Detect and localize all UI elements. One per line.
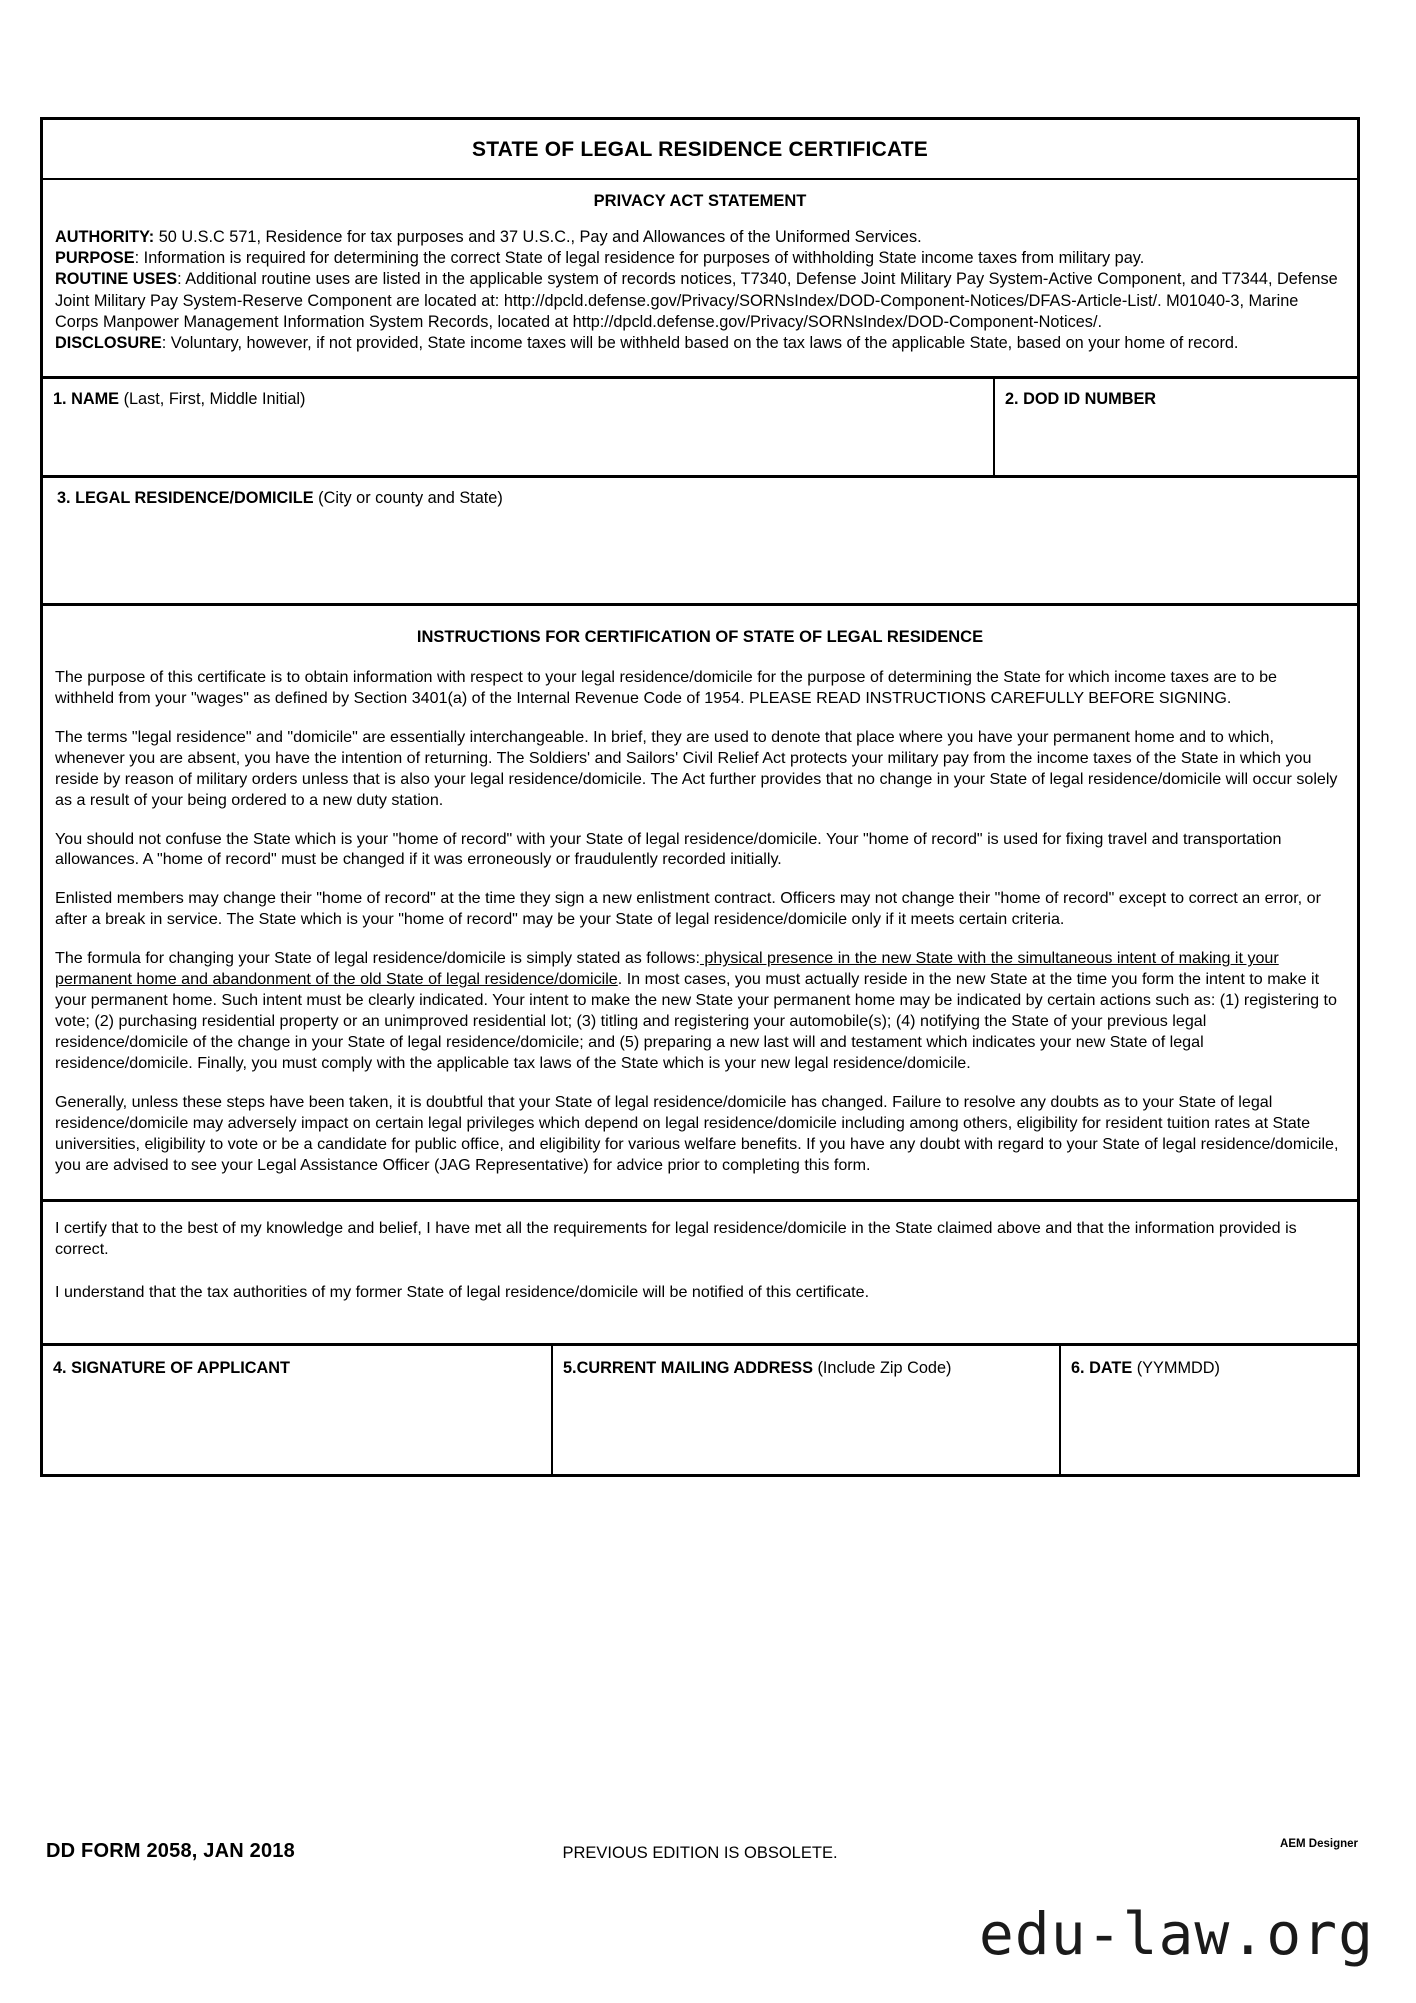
domicile-row [43, 478, 1357, 606]
purpose-text: : Information is required for determining the correct State of legal residence for purposes of withholding State income taxes from military pay. [134, 249, 1145, 268]
previous-edition-notice: PREVIOUS EDITION IS OBSOLETE. [562, 1844, 838, 1862]
dodid-field-label [995, 379, 1357, 409]
instructions-paragraph: Generally, unless these steps have been taken, it is doubtful that your State of legal residence/domicile has changed. Failure to resolve any doubts as to your State of legal residence/domicile may adversely impact on certain legal privileges which depend on legal residence/domicile including among others, eligibility for resident tuition rates at State universities, eligibility to vote or be a candidate for public office, and eligibility for various welfare benefits. If you have any doubt with regard to your State of legal residence/domicile, you are advised to see your Legal Assistance Officer (JAG Representative) for advice prior to completing this form. [55, 1092, 1339, 1174]
instructions-paragraph: The purpose of this certificate is to obtain information with respect to your legal residence/domicile for the purpose of determining the State for which income taxes are to be withheld from your "wages" as defined by Section 3401(a) of the Internal Revenue Code of 1954. PLEASE READ INSTRUCTIONS CAREFULLY BEFORE SIGNING. [55, 668, 1277, 707]
privacy-act-body [43, 227, 1357, 354]
disclosure-text: : Voluntary, however, if not provided, State income taxes will be withheld based on the tax laws of the applicable State, based on your home of record. [161, 333, 1239, 352]
privacy-act-heading: PRIVACY ACT STATEMENT [593, 192, 807, 210]
mailing-address-field-number: 5.CURRENT MAILING ADDRESS [563, 1359, 813, 1378]
form-identifier: DD FORM 2058, JAN 2018 [46, 1840, 295, 1862]
domicile-field-number: 3. LEGAL RESIDENCE/DOMICILE [57, 489, 314, 508]
form-footer [40, 1838, 1360, 1874]
instructions-paragraph: Enlisted members may change their "home of record" at the time they sign a new enlistment contract. Officers may not change their "home of record" except to correct an error, or after a break in service. The State which is your "home of record" may be your State of legal residence/domicile only if it meets certain criteria. [55, 889, 1321, 929]
routine-uses-text: : Additional routine uses are listed in the applicable system of records notices, T7340, Defense Joint Military Pay System-Active Component, and T7344, Defense Joint Military Pay System-Reserve Component are located at: http://dpcld.defense.gov/Privacy/SORNsIndex/DOD-Component-Notices/DFAS-Article-List/. M01040-3, Marine Corps Manpower Management Information System Records, located at http://dpcld.defense.gov/Privacy/SORNsIndex/DOD-Component-Notices/. [55, 270, 1338, 331]
mailing-address-field-cell[interactable] [551, 1346, 1059, 1474]
signature-field-label [43, 1346, 551, 1378]
instructions-paragraph: The terms "legal residence" and "domicile" are essentially interchangeable. In brief, they are used to denote that place where you have your permanent home and to which, whenever you are absent, you have the intention of returning. The Soldiers' and Sailors' Civil Relief Act protects your military pay from the income taxes of the State in which you reside by reason of military orders unless that is also your legal residence/domicile. The Act further provides that no change in your State of legal residence/domicile will occur solely as a result of your being ordered to a new duty station. [55, 727, 1338, 809]
instructions-body [43, 667, 1357, 1175]
certification-section [43, 1202, 1357, 1346]
authority-text: 50 U.S.C 571, Residence for tax purposes and 37 U.S.C., Pay and Allowances of the Uniformed Services. [154, 228, 922, 246]
formula-intro-text: The formula for changing your State of legal residence/domicile is simply stated as follows: [55, 949, 700, 968]
mailing-address-field-hint: (Include Zip Code) [812, 1359, 952, 1378]
purpose-label: PURPOSE [55, 249, 135, 268]
dodid-field-cell[interactable] [993, 379, 1357, 475]
name-dodid-row [43, 379, 1357, 478]
certification-paragraph-1: I certify that to the best of my knowledge and belief, I have met all the requirements for legal residence/domicile in the State claimed above and that the information provided is correct. [55, 1219, 1297, 1259]
signature-row [43, 1346, 1357, 1474]
signature-field-cell[interactable] [43, 1346, 551, 1474]
disclosure-label: DISCLOSURE [55, 333, 162, 352]
date-field-hint: (YYMMDD) [1132, 1359, 1220, 1378]
privacy-act-section [43, 180, 1357, 379]
instructions-section [43, 606, 1357, 1202]
dodid-field-number: 2. DOD ID NUMBER [1005, 390, 1157, 409]
privacy-routine-uses-paragraph [55, 269, 1343, 333]
privacy-authority-paragraph [55, 227, 1343, 248]
authority-label: AUTHORITY: [55, 228, 155, 246]
privacy-purpose-paragraph [55, 248, 1343, 269]
name-field-label [43, 379, 993, 409]
routine-uses-label: ROUTINE USES [55, 270, 178, 289]
formula-underlined-text: physical presence in the new State with the simultaneous intent of making it your permanent home and abandonment of the old State of legal residence/domicile [55, 949, 1279, 989]
instructions-heading: INSTRUCTIONS FOR CERTIFICATION OF STATE OF LEGAL RESIDENCE [416, 628, 984, 647]
date-field-number: 6. DATE [1071, 1359, 1133, 1378]
mailing-address-field-label [553, 1346, 1059, 1378]
page-title: STATE OF LEGAL RESIDENCE CERTIFICATE [43, 120, 1357, 180]
name-field-hint: (Last, First, Middle Initial) [119, 390, 306, 409]
name-field-number: 1. NAME [53, 390, 120, 409]
name-field-cell[interactable] [43, 379, 993, 475]
certification-paragraph-2: I understand that the tax authorities of my former State of legal residence/domicile will be notified of this certificate. [55, 1283, 870, 1302]
instructions-formula-paragraph [55, 948, 1340, 1074]
site-watermark: edu-law.org [978, 1900, 1374, 1968]
date-field-cell[interactable] [1059, 1346, 1357, 1474]
aem-designer-label: AEM Designer [1280, 1838, 1358, 1850]
instructions-paragraph: You should not confuse the State which is your "home of record" with your State of legal residence/domicile. Your "home of record" is used for fixing travel and transportation allowances. A "home of record" must be changed if it was erroneously or fraudulently recorded initially. [55, 829, 1282, 869]
signature-field-number: 4. SIGNATURE OF APPLICANT [53, 1359, 290, 1378]
privacy-disclosure-paragraph [55, 333, 1343, 354]
domicile-field-cell[interactable] [43, 478, 1357, 603]
formula-rest-text: . In most cases, you must actually reside in the new State at the time you form the intent to make it your permanent home. Such intent must be clearly indicated. Your intent to make the new State your permanent home may be indicated by certain actions such as: (1) registering to vote; (2) purchasing residential property or an unimproved residential lot; (3) titling and registering your automobile(s); (4) notifying the State of your previous legal residence/domicile of the change in your State of legal residence/domicile; and (5) preparing a new last will and testament which indicates your new State of legal residence/domicile. Finally, you must comply with the applicable tax laws of the State which is your new legal residence/domicile. [55, 970, 1337, 1072]
date-field-label [1061, 1346, 1357, 1378]
domicile-field-label [43, 478, 1357, 508]
domicile-field-hint: (City or county and State) [313, 489, 503, 508]
dd-form-2058 [40, 117, 1360, 1477]
